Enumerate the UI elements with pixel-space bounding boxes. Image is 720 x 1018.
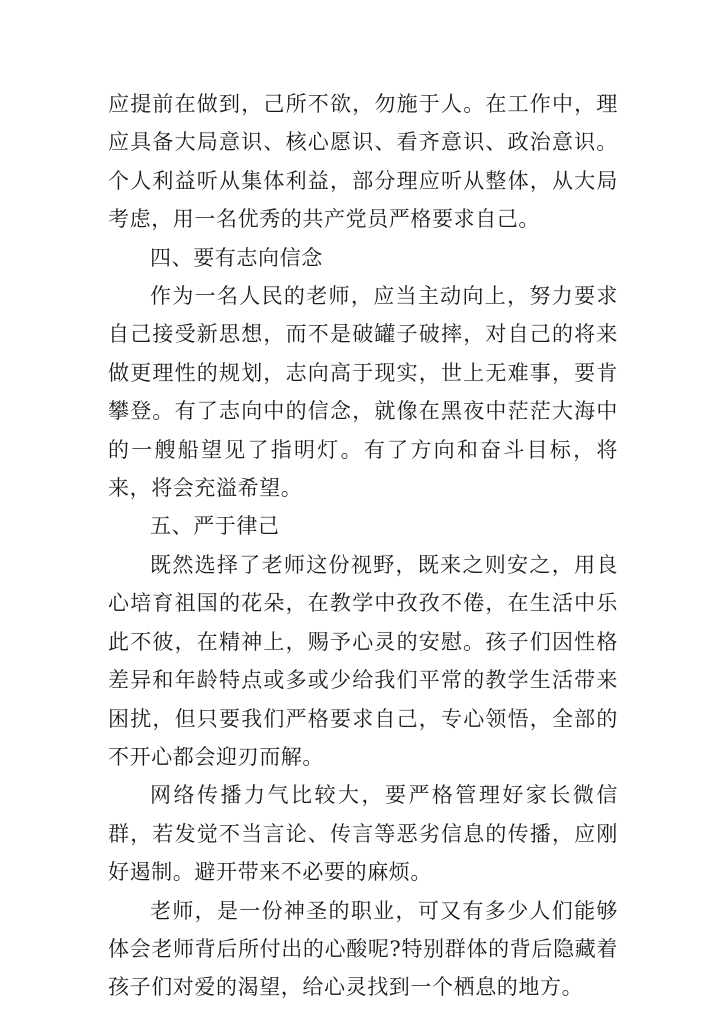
paragraph-teacher: 老师，是一份神圣的职业，可又有多少人们能够体会老师背后所付出的心酸呢?特别群体的背后隐藏着孩子们对爱的渴望，给心灵找到一个栖息的地方。 xyxy=(108,898,618,1000)
document-body xyxy=(108,85,618,1007)
paragraph-wechat-group: 网络传播力气比较大，要严格管理好家长微信群，若发觉不当言论、传言等恶劣信息的传播，应刚好遏制。避开带来不必要的麻烦。 xyxy=(108,783,618,885)
section-heading-5: 五、严于律己 xyxy=(150,514,280,539)
section-heading-4: 四、要有志向信念 xyxy=(150,245,323,270)
paragraph-intro: 应提前在做到，己所不欲，勿施于人。在工作中，理应具备大局意识、核心愿识、看齐意识、政治意识。个人利益听从集体利益，部分理应听从整体，从大局考虑，用一名优秀的共产党员严格要求自己。 xyxy=(108,92,618,232)
paragraph-self-discipline: 既然选择了老师这份视野，既来之则安之，用良心培育祖国的花朵，在教学中孜孜不倦，在生活中乐此不彼，在精神上，赐予心灵的安慰。孩子们因性格差异和年龄特点或多或少给我们平常的教学生活带来困扰，但只要我们严格要求自己，专心领悟，全部的不开心都会迎刃而解。 xyxy=(108,552,618,769)
paragraph-ambition: 作为一名人民的老师，应当主动向上，努力要求自己接受新思想，而不是破罐子破摔，对自己的将来做更理性的规划，志向高于现实，世上无难事，要肯攀登。有了志向中的信念，就像在黑夜中茫茫大海中的一艘船望见了指明灯。有了方向和奋斗目标，将来，将会充溢希望。 xyxy=(108,284,618,501)
